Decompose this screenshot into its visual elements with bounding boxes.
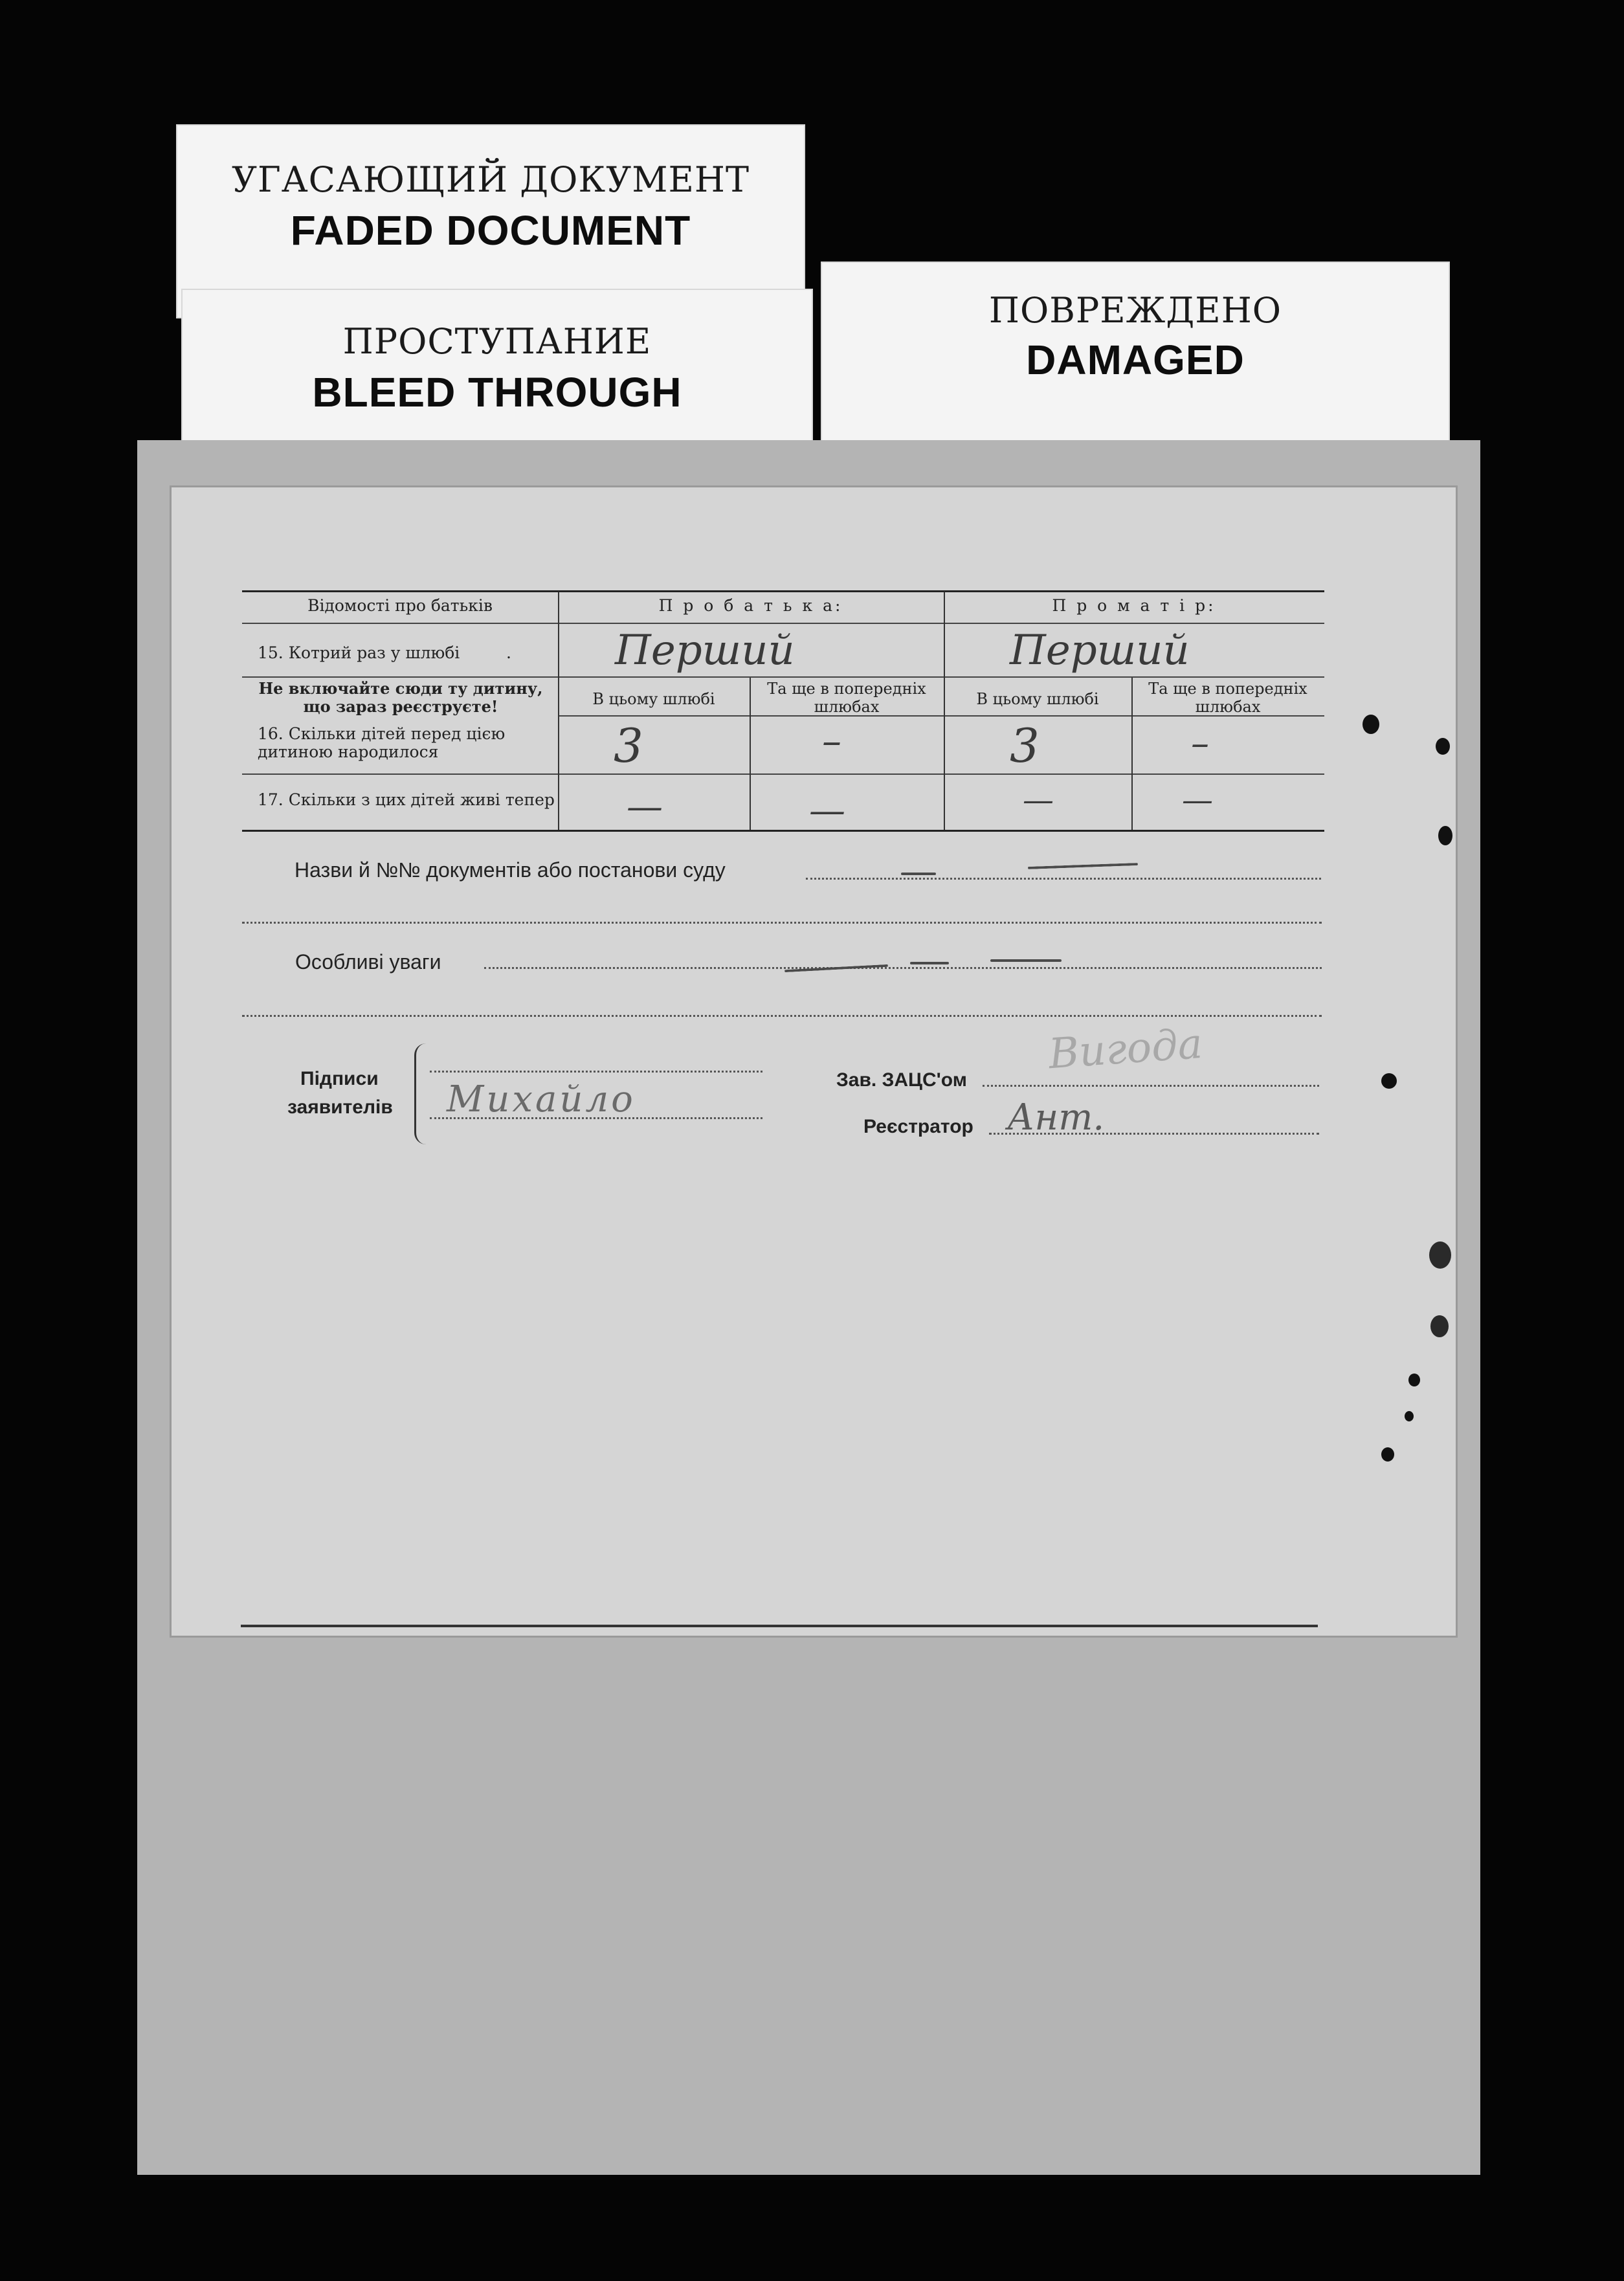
applicant-signature: Михайло: [447, 1078, 636, 1120]
remarks-label: Особливі уваги: [295, 950, 441, 974]
tag-faded-en: FADED DOCUMENT: [290, 207, 691, 254]
remarks-line-2: [242, 1015, 1322, 1017]
tag-damaged-en: DAMAGED: [1026, 337, 1245, 383]
header-parents-info: Відомості про батьків: [307, 596, 493, 615]
registrar-signature: Ант.: [1007, 1096, 1105, 1139]
subheader-father-previous-marriages: Та ще в попередніх шлюбах: [767, 680, 926, 716]
documents-line-2: [242, 922, 1322, 924]
margin-note: Вигода: [1047, 1019, 1205, 1079]
registrar-label: Реєстратор: [863, 1116, 973, 1137]
header-about-father: П р о б а т ь к а:: [658, 596, 843, 615]
exclude-child-note: Не включайте сюди ту дитину, що зараз реєструєте!: [258, 679, 543, 716]
form-bottom-rule: [241, 1625, 1318, 1627]
row17-label: 17. Скільки з цих дітей живі тепер: [258, 790, 555, 809]
row16-father-this: 3: [614, 718, 643, 773]
row17-mother-this: —: [1023, 782, 1054, 818]
subheader-father-this-marriage: В цьому шлюбі: [592, 690, 715, 708]
tag-bleed-en: BLEED THROUGH: [312, 369, 682, 416]
row16-mother-previous: –: [1191, 722, 1209, 764]
row17-father-this: —: [627, 786, 663, 828]
tag-bleed-ru: ПРОСТУПАНИЕ: [342, 321, 652, 362]
remarks-line: [484, 967, 1322, 969]
subheader-mother-previous-marriages: Та ще в попередніх шлюбах: [1148, 680, 1307, 716]
row17-mother-previous: —: [1182, 782, 1213, 818]
header-about-mother: П р о м а т і р:: [1052, 596, 1216, 615]
row15-label: 15. Котрий раз у шлюбі: [258, 643, 460, 662]
zags-head-label: Зав. ЗАЦС'ом: [836, 1069, 967, 1091]
signatures-label: Підписи: [300, 1068, 379, 1089]
documents-line: [806, 878, 1321, 880]
subheader-mother-this-marriage: В цьому шлюбі: [976, 690, 1099, 708]
damaged-tag: [821, 261, 1450, 456]
row15-father-value: Перший: [615, 627, 795, 674]
tag-faded-ru: УГАСАЮЩИЙ ДОКУМЕНТ: [231, 159, 750, 200]
tag-damaged-ru: ПОВРЕЖДЕНО: [988, 290, 1282, 331]
documents-label: Назви й №№ документів або постанови суду: [295, 858, 726, 882]
row17-father-previous: —: [809, 790, 845, 832]
row16-father-previous: –: [822, 718, 841, 764]
row16-mother-this: 3: [1010, 718, 1040, 773]
signatures-label-2: заявителів: [287, 1096, 393, 1118]
row15-mother-value: Перший: [1010, 627, 1190, 674]
row16-label: 16. Скільки дітей перед цією дитиною народилося: [258, 724, 506, 761]
bleed-through-tag: [181, 289, 813, 457]
